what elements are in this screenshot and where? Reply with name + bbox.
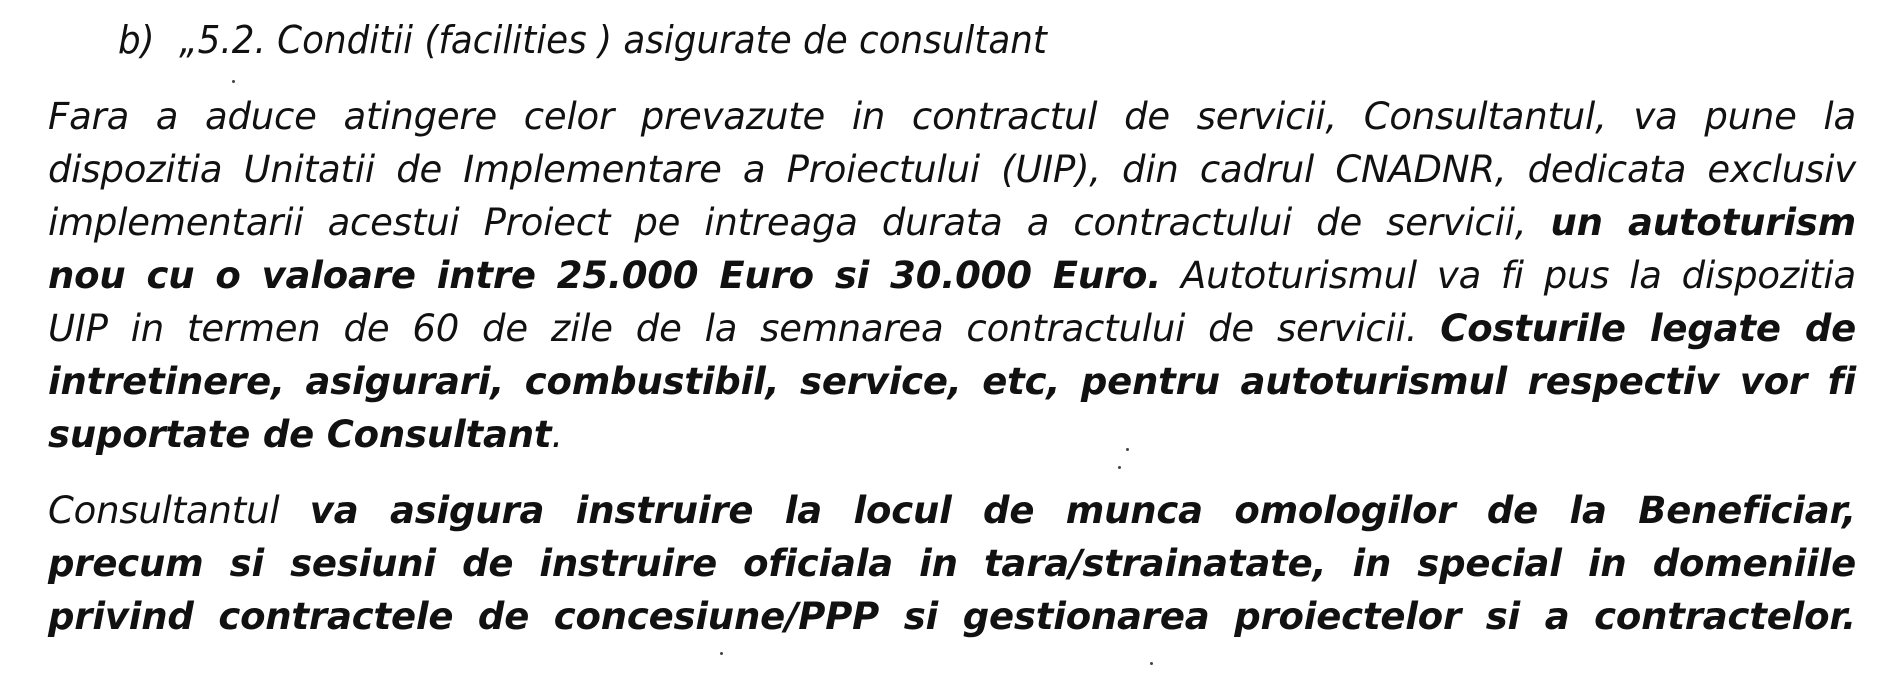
text-line (48, 143, 1856, 196)
bold-text-span: suportate de Consultant (48, 413, 552, 456)
paragraph-vehicle-provision (48, 90, 1856, 461)
text-span: Fara a aduce atingere celor prevazute in contractul de servicii, Consultantul, va pune la (48, 95, 1856, 138)
bold-text-span: intretinere, asigurari, combustibil, service, etc, pentru autoturismul respectiv vor fi (48, 360, 1856, 403)
bold-text-span: un autoturism (1550, 201, 1856, 244)
scan-speck (1118, 466, 1121, 469)
text-span: UIP in termen de 60 de zile de la semnarea contractului de servicii. (48, 307, 1418, 350)
text-line (48, 590, 1856, 643)
scan-speck (232, 80, 235, 83)
section-heading (118, 14, 1047, 66)
bold-text-span: precum si sesiuni de instruire oficiala in tara/strainatate, in special in domeniile (48, 542, 1856, 585)
scan-speck (720, 652, 723, 655)
text-span: Autoturismul va fi pus la dispozitia (1180, 254, 1856, 297)
text-line (48, 484, 1856, 537)
text-span: Consultantul (48, 489, 280, 532)
text-line (48, 537, 1856, 590)
text-line (48, 408, 1856, 461)
text-line (48, 302, 1856, 355)
scan-speck (1150, 662, 1153, 665)
text-span: dispozitia Unitatii de Implementare a Proiectului (UIP), din cadrul CNADNR, dedicata exclusiv (48, 148, 1856, 191)
text-span: implementarii acestui Proiect pe intreaga durata a contractului de servicii, (48, 201, 1527, 244)
section-title: „5.2. Conditii (facilities ) asigurate de consultant (179, 18, 1047, 62)
bold-text-span: nou cu o valoare intre 25.000 Euro si 30.000 Euro. (48, 254, 1162, 297)
bold-text-span: Costurile legate de (1440, 307, 1857, 350)
bold-text-span: va asigura instruire la locul de munca omologilor de la Beneficiar, (309, 489, 1857, 532)
scan-speck (1126, 448, 1129, 451)
paragraph-training (48, 484, 1856, 643)
text-span: . (551, 413, 563, 456)
text-line (48, 355, 1856, 408)
text-line (48, 249, 1856, 302)
section-marker: b) (118, 18, 155, 62)
bold-text-span: privind contractele de concesiune/PPP si gestionarea proiectelor si a contractelor. (48, 595, 1856, 638)
text-line (48, 196, 1856, 249)
text-line (48, 90, 1856, 143)
